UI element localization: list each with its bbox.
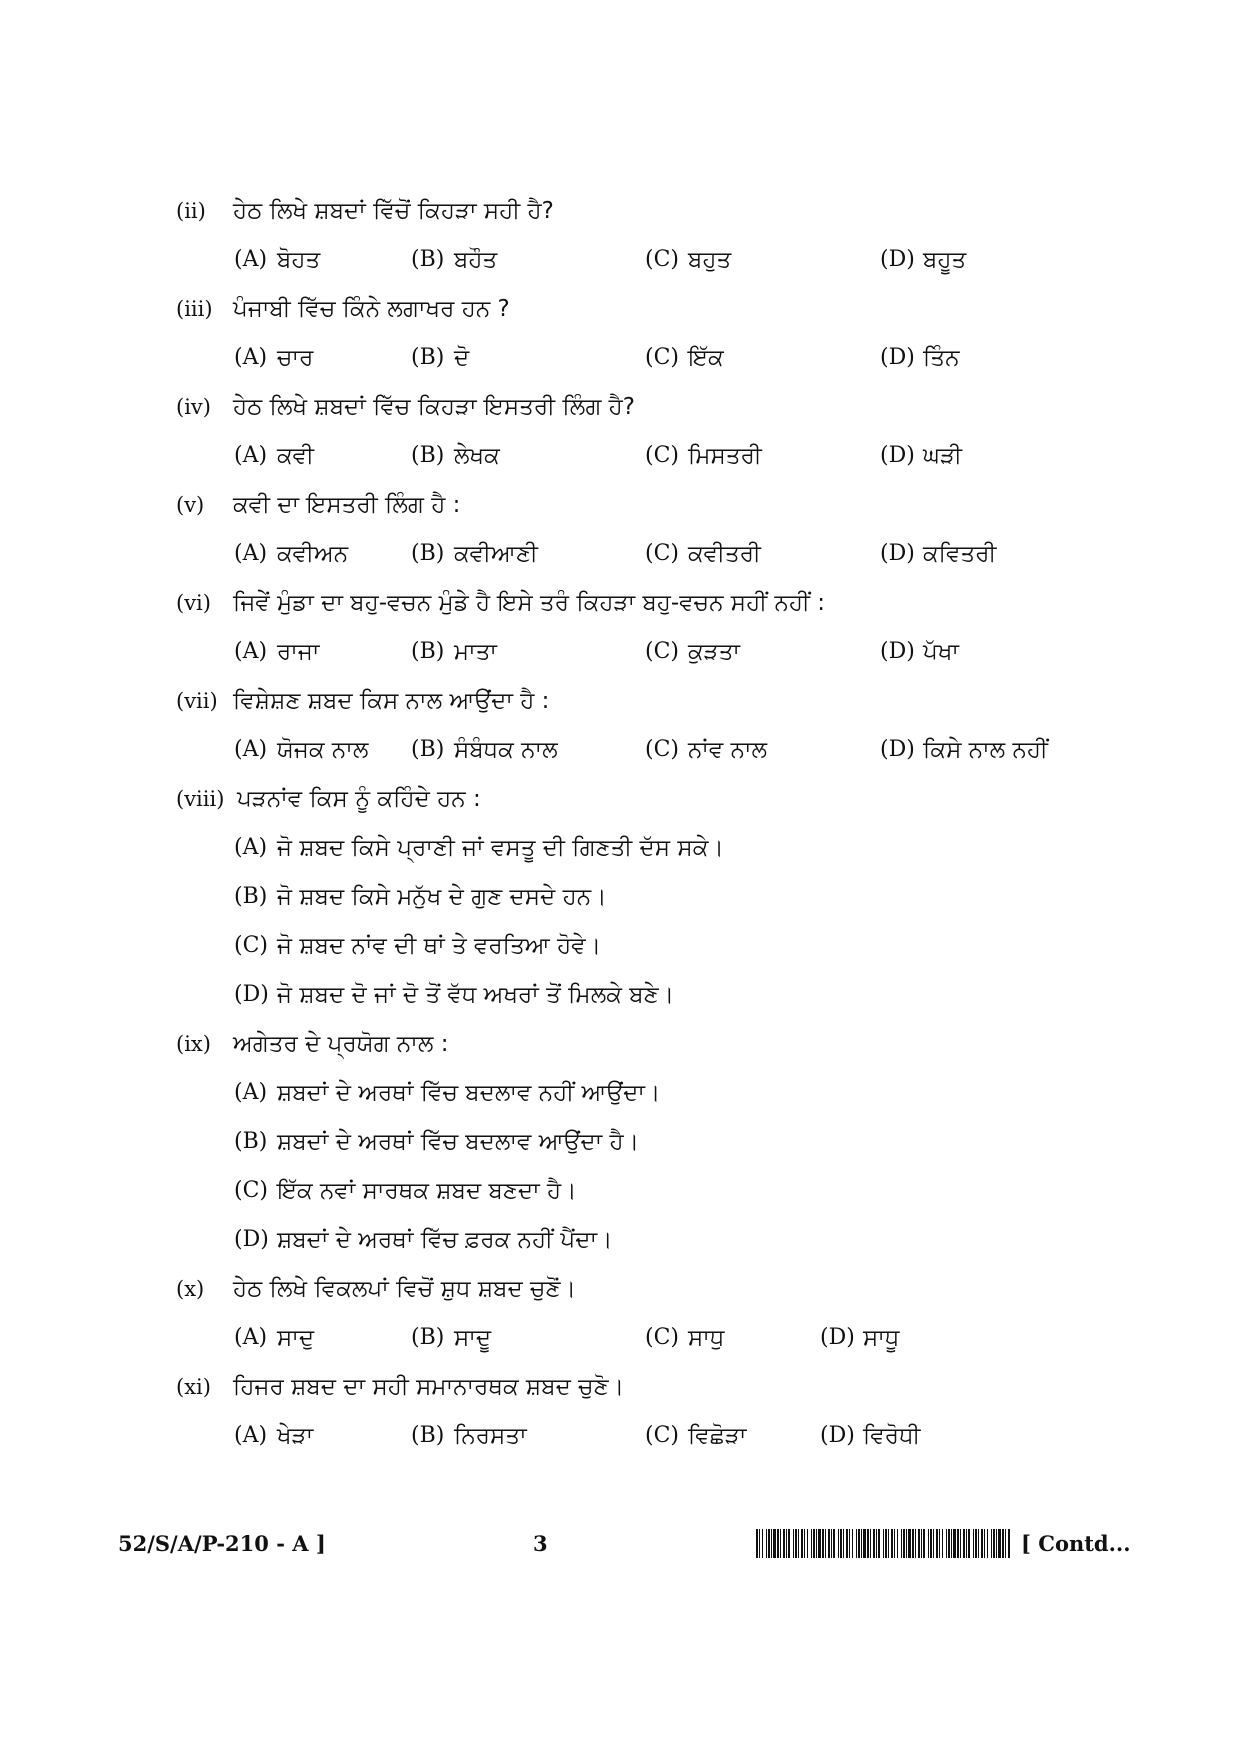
option-label: (C) — [645, 1423, 679, 1448]
barcode-bar — [897, 1529, 898, 1558]
question-text: ਹਿਜਰ ਸ਼ਬਦ ਦਾ ਸਹੀ ਸਮਾਨਾਰਥਕ ਸ਼ਬਦ ਚੁਣੋ। — [233, 1374, 625, 1400]
barcode-bar — [762, 1529, 763, 1558]
option-text: ਯੋਜਕ ਨਾਲ — [277, 737, 369, 763]
option-text: ਮਿਸਤਰੀ — [688, 443, 762, 469]
option-label: (C) — [645, 443, 679, 468]
option-text: ਲੇਖਕ — [454, 443, 500, 469]
barcode — [756, 1529, 1011, 1558]
option-label: (D) — [880, 737, 915, 762]
barcode-bar — [878, 1529, 880, 1558]
barcode-bar — [953, 1529, 956, 1558]
barcode-bar — [786, 1529, 787, 1558]
option-text: ਮਾਤਾ — [454, 639, 498, 665]
option-text: ਪੱਖਾ — [923, 639, 959, 665]
barcode-bar — [991, 1529, 992, 1558]
option-label: (B) — [234, 1129, 268, 1154]
option-label: (D) — [880, 345, 915, 370]
option-label: (B) — [411, 345, 445, 370]
barcode-bar — [883, 1529, 884, 1558]
option-text: ਸਾਦੂ — [454, 1325, 492, 1351]
barcode-bar — [984, 1529, 985, 1558]
option-label: (D) — [880, 541, 915, 566]
option-text: ਕਿਸੇ ਨਾਲ ਨਹੀਂ — [923, 737, 1048, 763]
option-text: ਘੜੀ — [923, 443, 963, 469]
question-text: ਪੰਜਾਬੀ ਵਿੱਚ ਕਿੰਨੇ ਲਗਾਖਰ ਹਨ ? — [233, 296, 510, 322]
barcode-bar — [825, 1529, 826, 1558]
option-text: ਕਵੀਆਣੀ — [454, 541, 538, 567]
barcode-bar — [948, 1529, 950, 1558]
option-text: ਬਹੂਤ — [923, 247, 967, 273]
option-text: ਬਹੌਤ — [454, 247, 498, 273]
option-text: ਕੁੜਤਾ — [688, 639, 741, 665]
question-number: (vi) — [176, 591, 211, 615]
question-text: ਜਿਵੇਂ ਮੁੰਡਾ ਦਾ ਬਹੁ-ਵਚਨ ਮੁੰਡੇ ਹੈ ਇਸੇ ਤਰੰ ਕਿਹੜਾ ਬਹੁ-ਵਚਨ ਸਹੀਂ ਨਹੀਂ : — [233, 590, 825, 616]
option-text: ਬੋਹਤ — [277, 247, 321, 273]
question-text: ਪੜਨਾਂਵ ਕਿਸ ਨੂੰ ਕਹਿੰਦੇ ਹਨ : — [237, 786, 481, 812]
question-number: (vii) — [176, 689, 218, 713]
barcode-bar — [996, 1529, 997, 1558]
option-text: ਰਾਜਾ — [277, 639, 320, 665]
barcode-bar — [901, 1529, 902, 1558]
option-label: (C) — [234, 933, 268, 958]
barcode-bar — [981, 1529, 983, 1558]
barcode-bar — [885, 1529, 887, 1558]
barcode-bar — [966, 1529, 967, 1558]
option-label: (C) — [645, 541, 679, 566]
option-label: (A) — [234, 1423, 268, 1448]
paper-code: 52/S/A/P-210 - A ] — [118, 1531, 326, 1556]
barcode-bar — [960, 1529, 961, 1558]
option-label: (C) — [234, 1178, 268, 1203]
option-label: (C) — [645, 1325, 679, 1350]
option-label: (A) — [234, 443, 268, 468]
option-label: (C) — [645, 345, 679, 370]
barcode-bar — [912, 1529, 914, 1558]
option-text: ਕਵੀ — [277, 443, 315, 469]
page-number: 3 — [533, 1531, 548, 1556]
question-text: ਕਵੀ ਦਾ ਇਸਤਰੀ ਲਿੰਗ ਹੈ : — [233, 492, 461, 518]
barcode-bar — [773, 1529, 776, 1558]
barcode-bar — [793, 1529, 794, 1558]
barcode-bar — [876, 1529, 877, 1558]
barcode-bar — [816, 1529, 817, 1558]
option-label: (B) — [234, 884, 268, 909]
question-number: (x) — [176, 1277, 205, 1301]
option-text: ਖੇੜਾ — [277, 1423, 314, 1449]
question-number: (ix) — [176, 1032, 211, 1056]
contd-label: [ Contd... — [1021, 1531, 1131, 1556]
option-label: (C) — [645, 737, 679, 762]
option-text: ਸ਼ਬਦਾਂ ਦੇ ਅਰਥਾਂ ਵਿੱਚ ਬਦਲਾਵ ਆਉਂਦਾ ਹੈ। — [277, 1129, 640, 1155]
barcode-bar — [838, 1529, 839, 1558]
question-number: (viii) — [176, 787, 225, 811]
option-text: ਜੋ ਸ਼ਬਦ ਨਾਂਵ ਦੀ ਥਾਂ ਤੇ ਵਰਤਿਆ ਹੋਵੇ। — [277, 933, 602, 959]
barcode-bar — [843, 1529, 844, 1558]
option-label: (D) — [880, 247, 915, 272]
option-label: (C) — [645, 639, 679, 664]
barcode-bar — [968, 1529, 970, 1558]
question-text: ਹੇਠ ਲਿਖੇ ਸ਼ਬਦਾਂ ਵਿੱਚੋਂ ਕਿਹੜਾ ਸਹੀ ਹੈ? — [233, 198, 554, 224]
barcode-bar — [852, 1529, 853, 1558]
barcode-bar — [906, 1529, 907, 1558]
barcode-bar — [811, 1529, 812, 1558]
barcode-bar — [1005, 1529, 1006, 1558]
barcode-bar — [873, 1529, 875, 1558]
option-text: ਨਾਂਵ ਨਾਲ — [688, 737, 768, 763]
barcode-bar — [918, 1529, 920, 1558]
barcode-bar — [921, 1529, 922, 1558]
question-number: (iii) — [176, 297, 213, 321]
barcode-bar — [858, 1529, 860, 1558]
barcode-bar — [928, 1529, 929, 1558]
option-label: (B) — [411, 1423, 445, 1448]
barcode-bar — [759, 1529, 760, 1558]
barcode-bar — [846, 1529, 848, 1558]
question-number: (iv) — [176, 395, 211, 419]
option-label: (D) — [234, 1227, 269, 1252]
option-label: (B) — [411, 1325, 445, 1350]
barcode-bar — [973, 1529, 974, 1558]
option-text: ਵਿਛੋੜਾ — [688, 1423, 747, 1449]
barcode-bar — [908, 1529, 911, 1558]
barcode-bar — [946, 1529, 947, 1558]
barcode-bar — [798, 1529, 799, 1558]
barcode-bar — [813, 1529, 815, 1558]
barcode-bar — [978, 1529, 979, 1558]
option-text: ਜੋ ਸ਼ਬਦ ਕਿਸੇ ਮਨੁੱਖ ਦੇ ਗੁਣ ਦਸਦੇ ਹਨ। — [277, 884, 607, 910]
barcode-bar — [867, 1529, 869, 1558]
barcode-bar — [998, 1529, 1001, 1558]
option-label: (B) — [411, 443, 445, 468]
barcode-bar — [888, 1529, 889, 1558]
barcode-bar — [936, 1529, 938, 1558]
barcode-bar — [795, 1529, 797, 1558]
barcode-bar — [915, 1529, 916, 1558]
barcode-bar — [951, 1529, 952, 1558]
option-label: (A) — [234, 1325, 268, 1350]
option-label: (A) — [234, 1080, 268, 1105]
option-label: (D) — [880, 443, 915, 468]
option-text: ਜੋ ਸ਼ਬਦ ਦੋ ਜਾਂ ਦੋ ਤੋਂ ਵੱਧ ਅਖਰਾਂ ਤੋਂ ਮਿਲਕੇ ਬਣੇ। — [277, 982, 675, 1008]
barcode-bar — [831, 1529, 832, 1558]
option-text: ਇੱਕ ਨਵਾਂ ਸਾਰਥਕ ਸ਼ਬਦ ਬਣਦਾ ਹੈ। — [277, 1178, 577, 1204]
option-text: ਸਾਧੁ — [688, 1325, 725, 1351]
barcode-bar — [957, 1529, 959, 1558]
barcode-bar — [849, 1529, 850, 1558]
option-text: ਕਵੀਅਨ — [277, 541, 349, 567]
barcode-bar — [894, 1529, 895, 1558]
barcode-bar — [777, 1529, 779, 1558]
option-text: ਕਵਿਤਰੀ — [923, 541, 997, 567]
question-number: (xi) — [176, 1375, 211, 1399]
barcode-bar — [828, 1529, 830, 1558]
option-text: ਸਾਦੁ — [277, 1325, 315, 1351]
option-text: ਸ਼ਬਦਾਂ ਦੇ ਅਰਥਾਂ ਵਿੱਚ ਫ਼ਰਕ ਨਹੀਂ ਪੈਂਦਾ। — [277, 1227, 613, 1253]
barcode-bar — [768, 1529, 770, 1558]
barcode-bar — [993, 1529, 995, 1558]
barcode-bar — [863, 1529, 866, 1558]
barcode-bar — [807, 1529, 808, 1558]
option-label: (D) — [880, 639, 915, 664]
barcode-bar — [1002, 1529, 1004, 1558]
option-label: (D) — [820, 1325, 855, 1350]
barcode-bar — [987, 1529, 988, 1558]
option-label: (B) — [411, 639, 445, 664]
option-label: (B) — [411, 247, 445, 272]
barcode-bar — [818, 1529, 821, 1558]
barcode-bar — [833, 1529, 835, 1558]
barcode-bar — [801, 1529, 803, 1558]
option-label: (D) — [234, 982, 269, 1007]
question-number: (v) — [176, 493, 205, 517]
option-label: (C) — [645, 247, 679, 272]
option-label: (A) — [234, 737, 268, 762]
option-label: (B) — [411, 541, 445, 566]
barcode-bar — [923, 1529, 925, 1558]
barcode-bar — [822, 1529, 824, 1558]
barcode-bar — [771, 1529, 772, 1558]
barcode-bar — [766, 1529, 767, 1558]
barcode-bar — [975, 1529, 977, 1558]
barcode-bar — [930, 1529, 932, 1558]
question-number: (ii) — [176, 199, 206, 223]
option-text: ਬਹੁਤ — [688, 247, 732, 273]
option-text: ਕਵੀਤਰੀ — [688, 541, 761, 567]
option-text: ਜੋ ਸ਼ਬਦ ਕਿਸੇ ਪ੍ਰਾਣੀ ਜਾਂ ਵਸਤੂ ਦੀ ਗਿਣਤੀ ਦੱਸ ਸਕੇ। — [277, 835, 724, 861]
barcode-bar — [856, 1529, 857, 1558]
barcode-bar — [780, 1529, 781, 1558]
option-text: ਤਿੰਨ — [923, 345, 960, 371]
barcode-bar — [933, 1529, 934, 1558]
question-text: ਹੇਠ ਲਿਖੇ ਵਿਕਲਪਾਂ ਵਿਚੋਂ ਸ਼ੁਧ ਸ਼ਬਦ ਚੁਣੋਂ। — [233, 1276, 577, 1302]
barcode-bar — [804, 1529, 805, 1558]
barcode-bar — [1008, 1529, 1010, 1558]
barcode-bar — [756, 1529, 758, 1558]
option-label: (A) — [234, 835, 268, 860]
question-text: ਅਗੇਤਰ ਦੇ ਪ੍ਰਯੋਗ ਨਾਲ : — [233, 1031, 449, 1057]
barcode-bar — [861, 1529, 862, 1558]
option-text: ਚਾਰ — [277, 345, 314, 371]
question-text: ਹੇਠ ਲਿਖੇ ਸ਼ਬਦਾਂ ਵਿੱਚ ਕਿਹੜਾ ਇਸਤਰੀ ਲਿੰਗ ਹੈ? — [233, 394, 635, 420]
option-label: (A) — [234, 639, 268, 664]
barcode-bar — [870, 1529, 871, 1558]
barcode-bar — [783, 1529, 785, 1558]
option-text: ਸੰਬੰਧਕ ਨਾਲ — [454, 737, 558, 763]
option-label: (D) — [820, 1423, 855, 1448]
barcode-bar — [963, 1529, 965, 1558]
barcode-bar — [903, 1529, 905, 1558]
option-label: (A) — [234, 247, 268, 272]
option-text: ਇੱਕ — [688, 345, 724, 371]
barcode-bar — [939, 1529, 940, 1558]
barcode-bar — [788, 1529, 790, 1558]
barcode-bar — [891, 1529, 893, 1558]
barcode-bar — [840, 1529, 842, 1558]
option-label: (B) — [411, 737, 445, 762]
option-label: (A) — [234, 345, 268, 370]
option-text: ਨਿਰਸਤਾ — [454, 1423, 527, 1449]
option-text: ਸ਼ਬਦਾਂ ਦੇ ਅਰਥਾਂ ਵਿੱਚ ਬਦਲਾਵ ਨਹੀਂ ਆਉਂਦਾ। — [277, 1080, 661, 1106]
option-label: (A) — [234, 541, 268, 566]
barcode-bar — [942, 1529, 943, 1558]
option-text: ਸਾਧੂ — [863, 1325, 900, 1351]
option-text: ਵਿਰੋਧੀ — [863, 1423, 921, 1449]
option-text: ਦੋ — [454, 345, 470, 371]
question-text: ਵਿਸ਼ੇਸ਼ਣ ਸ਼ਬਦ ਕਿਸ ਨਾਲ ਆਉਂਦਾ ਹੈ : — [233, 688, 550, 714]
